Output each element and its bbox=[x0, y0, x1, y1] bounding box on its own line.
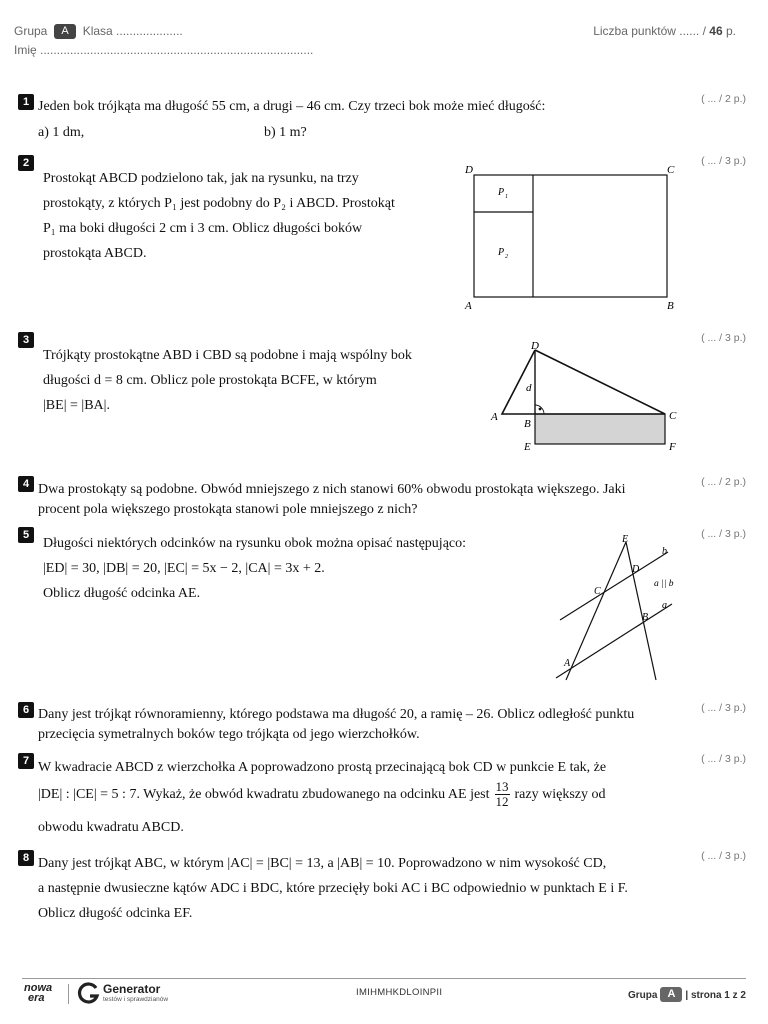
question-line: prostokąta ABCD. bbox=[43, 246, 147, 261]
question-number: 8 bbox=[18, 850, 34, 866]
label-line-b: b bbox=[662, 546, 667, 557]
footer-grupa-badge: A bbox=[660, 987, 682, 1002]
question-points: ( ... / 3 p.) bbox=[701, 528, 746, 540]
question-number: 7 bbox=[18, 753, 34, 769]
points-suffix: p. bbox=[725, 24, 736, 38]
label-p1-sub: 1 bbox=[505, 194, 508, 200]
label-e: E bbox=[524, 441, 531, 453]
label-b: B bbox=[524, 418, 531, 430]
question-number: 4 bbox=[18, 476, 34, 492]
question-text bbox=[38, 851, 698, 926]
footer-page-info bbox=[628, 987, 746, 1002]
parallel-lines-figure bbox=[550, 532, 690, 687]
question-line: długości d = 8 cm. Oblicz pole prostokąta BCFE, w którym bbox=[43, 373, 377, 388]
logo-era: era bbox=[28, 992, 45, 1004]
fraction-numerator: 13 bbox=[495, 779, 509, 794]
fraction bbox=[495, 780, 510, 809]
generator-brand bbox=[103, 983, 168, 1004]
question-line-with-fraction bbox=[38, 780, 605, 809]
question-text bbox=[38, 480, 688, 520]
label-p2: P bbox=[498, 247, 505, 258]
question-line: |BE| = |BA|. bbox=[43, 398, 110, 413]
footer-page-label: | strona 1 z 2 bbox=[685, 990, 746, 1001]
rectangle-figure bbox=[460, 160, 680, 315]
question-line: |DE| : |CE| = 5 : 7. Wykaż, że obwód kwadratu zbudowanego na odcinku AE jest bbox=[38, 786, 490, 802]
label-d: D bbox=[531, 340, 539, 352]
question-line: razy większy od bbox=[514, 786, 606, 802]
parallel-note: a || b bbox=[654, 579, 674, 589]
question-line: Oblicz długość odcinka AE. bbox=[43, 586, 201, 601]
question-points: ( ... / 2 p.) bbox=[701, 476, 746, 488]
label-d-length: d bbox=[526, 382, 532, 394]
question-number: 6 bbox=[18, 702, 34, 718]
grupa-label: Grupa bbox=[14, 24, 48, 38]
question-line: a następnie dwusieczne kątów ADC i BDC, które przecięły boki AC i BC odpowiednio w punktach E i F. bbox=[38, 881, 628, 896]
question-line: Dany jest trójkąt ABC, w którym |AC| = |BC| = 13, a |AB| = 10. Poprowadzono w nim wysokość CD, bbox=[38, 856, 607, 871]
question-line: Trójkąty prostokątne ABD i CBD są podobne i mają wspólny bok bbox=[43, 348, 412, 363]
label-a: A bbox=[564, 658, 571, 669]
label-e: E bbox=[622, 534, 629, 545]
question-text bbox=[43, 343, 453, 418]
question-line: procent pola większego prostokąta stanowi pole mniejszego z nich? bbox=[38, 502, 418, 517]
footer-grupa-label: Grupa bbox=[627, 990, 658, 1001]
label-b: B bbox=[642, 612, 649, 623]
question-number: 5 bbox=[18, 527, 34, 543]
points-label: Liczba punktów ...... / bbox=[593, 24, 706, 38]
imie-label: Imię .................................................................................. bbox=[14, 43, 314, 57]
question-points: ( ... / 3 p.) bbox=[701, 155, 746, 167]
label-b: B bbox=[667, 300, 674, 312]
question-points: ( ... / 3 p.) bbox=[701, 753, 746, 765]
label-c: C bbox=[594, 586, 601, 597]
question-number: 2 bbox=[18, 155, 34, 171]
question-points: ( ... / 3 p.) bbox=[701, 702, 746, 714]
question-line: |ED| = 30, |DB| = 20, |EC| = 5x − 2, |CA| = 3x + 2. bbox=[43, 561, 325, 576]
points-total: 46 bbox=[709, 24, 723, 38]
grupa-field bbox=[14, 24, 183, 39]
question-text bbox=[43, 531, 543, 606]
line-b bbox=[560, 552, 668, 620]
label-line-a: a bbox=[662, 600, 667, 611]
question-line: Prostokąt ABCD podzielono tak, jak na rysunku, na trzy bbox=[43, 171, 359, 186]
question-text bbox=[43, 166, 443, 266]
question-line: Oblicz długość odcinka EF. bbox=[38, 906, 193, 921]
nowa-era-logo bbox=[24, 983, 52, 1003]
question-points: ( ... / 3 p.) bbox=[701, 332, 746, 344]
label-d: D bbox=[465, 164, 473, 176]
question-line: Długości niektórych odcinków na rysunku obok można opisać następująco: bbox=[43, 536, 467, 551]
klasa-label: Klasa .................... bbox=[82, 24, 183, 38]
option-b: b) 1 m? bbox=[264, 125, 307, 140]
line-a bbox=[556, 604, 672, 678]
question-text bbox=[38, 705, 688, 745]
question-line: P₁ ma boki długości 2 cm i 3 cm. Oblicz długości boków bbox=[43, 221, 363, 236]
rectangle-bcfe bbox=[535, 414, 665, 444]
question-line: obwodu kwadratu ABCD. bbox=[38, 820, 184, 835]
generator-g-icon bbox=[77, 982, 101, 1006]
option-a: a) 1 dm, bbox=[38, 125, 85, 140]
question-line: W kwadracie ABCD z wierzchołka A poprowadzono prostą przecinającą bok CD w punkcie E tak, że bbox=[38, 760, 607, 775]
question-line: prostokąty, z których P₁ jest podobny do P₂ i ABCD. Prostokąt bbox=[43, 196, 395, 211]
logo-nowa: nowa bbox=[24, 982, 53, 994]
question-line: Dany jest trójkąt równoramienny, którego podstawa ma długość 20, a ramię – 26. Oblicz odległość punktu bbox=[38, 707, 635, 722]
footer-divider bbox=[22, 978, 746, 979]
question-number: 3 bbox=[18, 332, 34, 348]
label-p1: P bbox=[498, 187, 505, 198]
points-summary bbox=[593, 24, 736, 38]
label-p2-sub: 2 bbox=[505, 254, 508, 260]
label-f: F bbox=[669, 441, 676, 453]
generator-title: Generator bbox=[103, 982, 161, 996]
g-glyph bbox=[80, 984, 97, 1002]
label-a: A bbox=[491, 411, 498, 423]
generator-subtitle: testów i sprawdzianów bbox=[103, 996, 169, 1003]
question-line: przecięcia symetralnych boków tego trójkąta od jego wierzchołków. bbox=[38, 727, 420, 742]
question-text: Jeden bok trójkąta ma długość 55 cm, a drugi – 46 cm. Czy trzeci bok może mieć długość: bbox=[38, 99, 546, 114]
question-points: ( ... / 3 p.) bbox=[701, 850, 746, 862]
grupa-badge: A bbox=[54, 24, 75, 39]
logo-separator bbox=[68, 984, 69, 1004]
label-a: A bbox=[465, 300, 472, 312]
label-c: C bbox=[669, 410, 677, 422]
fraction-denominator: 12 bbox=[495, 794, 509, 809]
label-d: D bbox=[632, 564, 640, 575]
label-c: C bbox=[667, 164, 675, 176]
question-line: Dwa prostokąty są podobne. Obwód mniejszego z nich stanowi 60% obwodu prostokąta większego. Jaki bbox=[38, 482, 626, 497]
question-points: ( ... / 2 p.) bbox=[701, 93, 746, 105]
document-code: IMIHMHKDLOINPII bbox=[356, 987, 443, 998]
triangle-figure bbox=[485, 336, 685, 458]
right-angle-dot bbox=[539, 408, 542, 411]
question-number: 1 bbox=[18, 94, 34, 110]
